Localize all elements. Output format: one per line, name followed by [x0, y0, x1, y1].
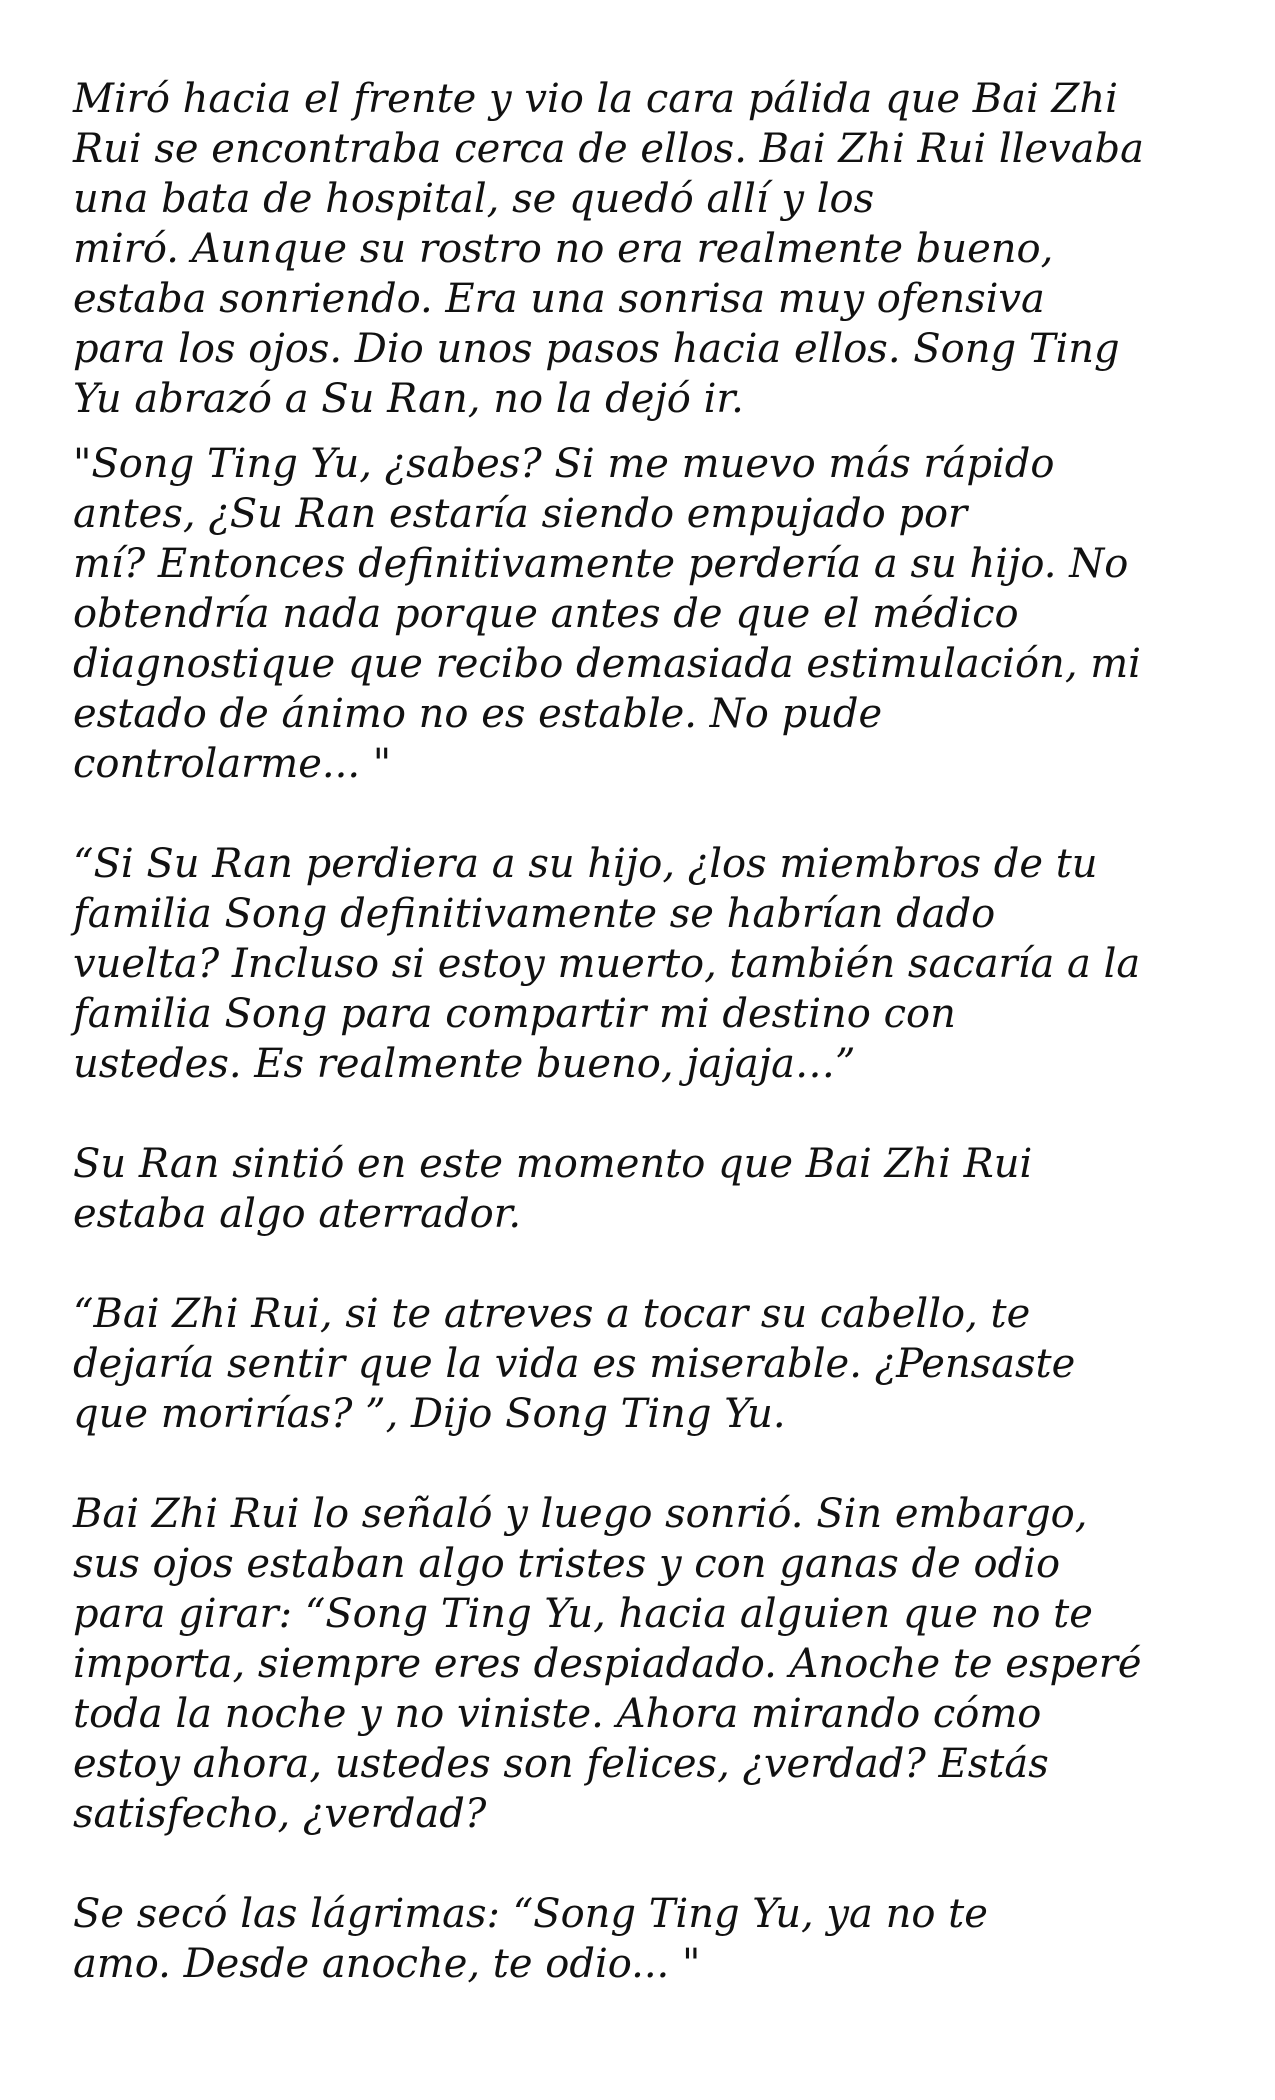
text-line: Bai Zhi Rui lo señaló y luego sonrió. Sin embargo,: [73, 1491, 1088, 1537]
text-line: Miró hacia el frente y vio la cara pálida que Bai Zhi: [73, 76, 1118, 122]
text-line: familia Song para compartir mi destino con: [73, 991, 956, 1037]
text-line: Su Ran sintió en este momento que Bai Zhi Rui: [73, 1141, 1033, 1187]
text-line: que morirías? ”, Dijo Song Ting Yu.: [73, 1391, 786, 1437]
text-line: obtendría nada porque antes de que el médico: [73, 591, 1019, 637]
paragraph-4: [73, 1139, 1193, 1239]
paragraph-7: [73, 1889, 1193, 1989]
text-line: Se secó las lágrimas: “Song Ting Yu, ya no te: [73, 1891, 988, 1937]
text-line: “Bai Zhi Rui, si te atreves a tocar su cabello, te: [73, 1291, 1031, 1337]
text-line: estaba sonriendo. Era una sonrisa muy ofensiva: [73, 276, 1045, 322]
text-line: para los ojos. Dio unos pasos hacia ellos. Song Ting: [73, 326, 1120, 372]
text-line: familia Song definitivamente se habrían dado: [73, 891, 996, 937]
text-line: miró. Aunque su rostro no era realmente bueno,: [73, 226, 1054, 272]
text-line: mí? Entonces definitivamente perdería a su hijo. No: [73, 541, 1129, 587]
text-line: una bata de hospital, se quedó allí y los: [73, 176, 875, 222]
text-line: estoy ahora, ustedes son felices, ¿verdad? Estás: [73, 1741, 1049, 1787]
text-line: para girar: “Song Ting Yu, hacia alguien que no te: [73, 1591, 1093, 1637]
text-line: dejaría sentir que la vida es miserable. ¿Pensaste: [73, 1341, 1076, 1387]
text-line: vuelta? Incluso si estoy muerto, también sacaría a la: [73, 941, 1141, 987]
text-line: diagnostique que recibo demasiada estimulación, mi: [73, 641, 1141, 687]
text-line: “Si Su Ran perdiera a su hijo, ¿los miembros de tu: [73, 841, 1098, 887]
text-line: "Song Ting Yu, ¿sabes? Si me muevo más rápido: [73, 441, 1055, 487]
text-line: importa, siempre eres despiadado. Anoche te esperé: [73, 1641, 1142, 1687]
text-line: Yu abrazó a Su Ran, no la dejó ir.: [73, 376, 744, 422]
text-line: satisfecho, ¿verdad?: [73, 1791, 487, 1837]
story-text: [73, 74, 1193, 1989]
paragraph-3: [73, 839, 1193, 1089]
text-line: toda la noche y no viniste. Ahora mirando cómo: [73, 1691, 1042, 1737]
text-line: antes, ¿Su Ran estaría siendo empujado por: [73, 491, 968, 537]
paragraph-5: [73, 1289, 1193, 1439]
text-line: ustedes. Es realmente bueno, jajaja…”: [73, 1041, 856, 1087]
text-line: amo. Desde anoche, te odio... ": [73, 1941, 701, 1987]
paragraph-6: [73, 1489, 1193, 1839]
text-line: sus ojos estaban algo tristes y con ganas de odio: [73, 1541, 1061, 1587]
text-line: Rui se encontraba cerca de ellos. Bai Zhi Rui llevaba: [73, 126, 1144, 172]
text-line: estado de ánimo no es estable. No pude: [73, 691, 883, 737]
text-line: estaba algo aterrador.: [73, 1191, 522, 1237]
paragraph-2: [73, 439, 1193, 789]
text-line: controlarme... ": [73, 741, 392, 787]
paragraph-1: [73, 74, 1193, 424]
